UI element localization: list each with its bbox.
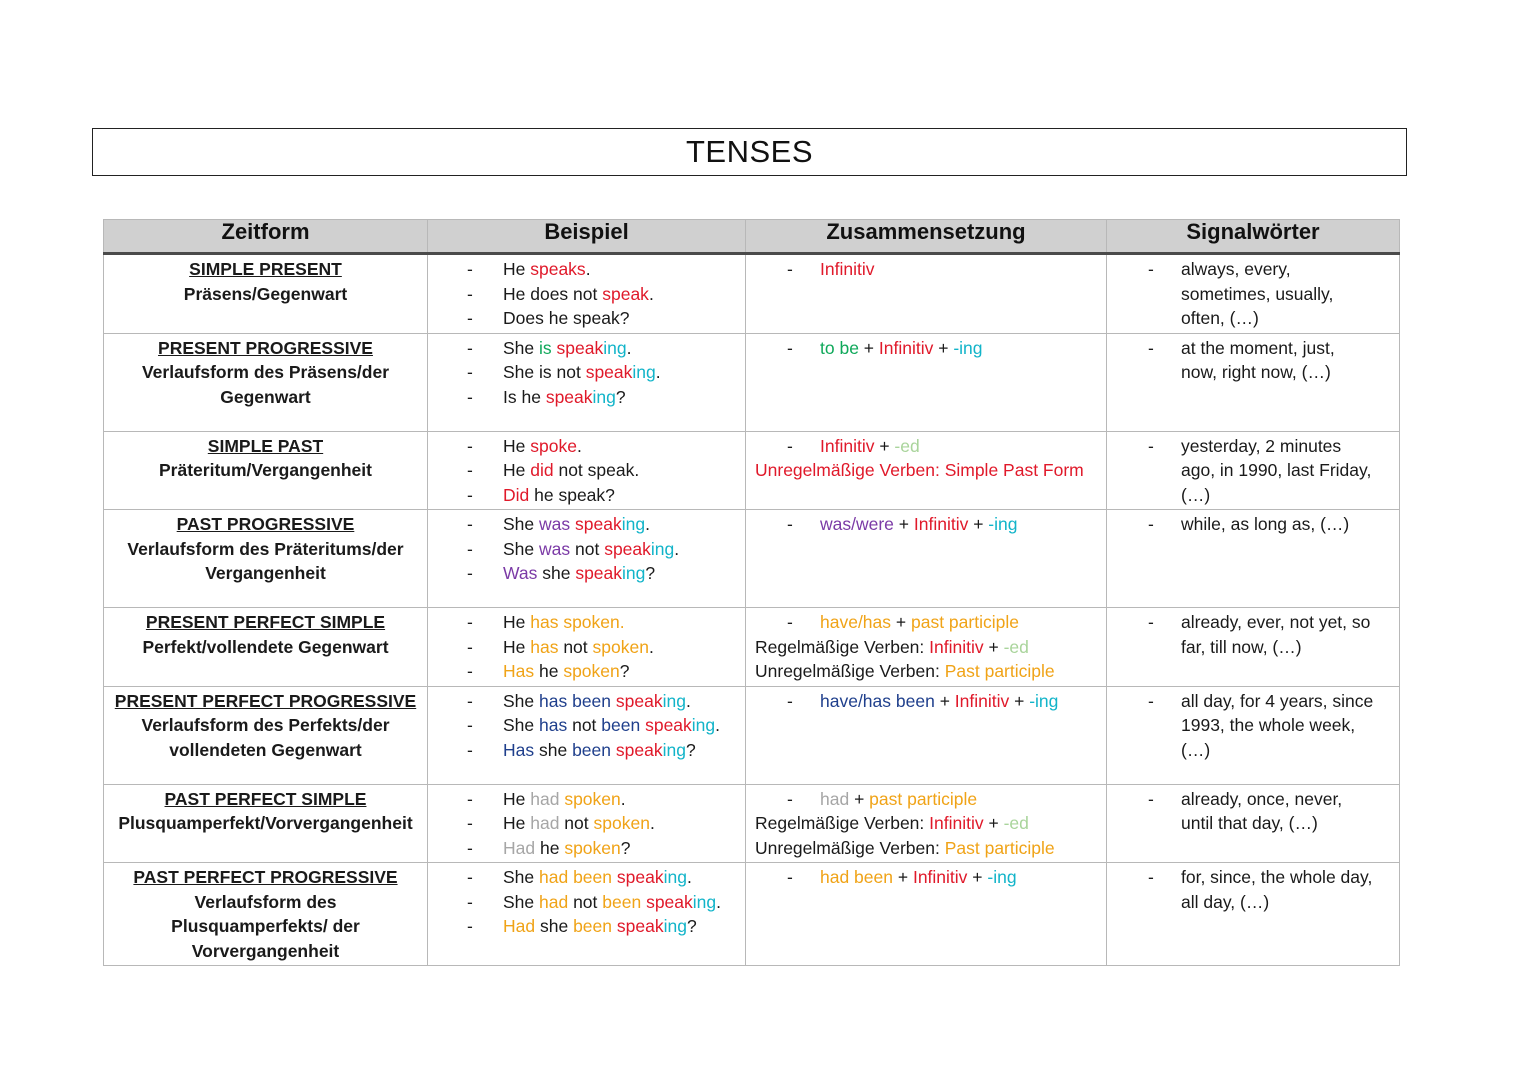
text-segment: Regelmäßige Verben: [755,636,930,657]
text-segment: Infinitiv [820,435,875,456]
text-segment: he speak? [529,484,615,505]
signal-cell [1107,333,1400,431]
text-segment: + [983,813,1004,833]
tense-cell [104,784,428,863]
text-segment: -ing [1029,690,1059,711]
tense-german: Verlaufsform des [194,891,337,912]
tense-row [104,431,1400,510]
text-segment: has [530,636,559,657]
text-segment: not [567,715,602,735]
composition-line [746,836,1100,861]
text-segment: speak [616,916,664,936]
text-segment: has [530,612,559,632]
text-segment: Infinitiv [913,514,969,534]
example-cell [428,784,746,863]
tense-name: PAST PERFECT PROGRESSIVE [133,867,398,887]
composition-line [746,434,1100,459]
header-beispiel: Beispiel [428,220,746,254]
text-segment: . [585,259,591,279]
tense-german: vollendeten Gegenwart [169,739,362,760]
signal-line: for, since, the whole day, [1181,867,1373,887]
signal-words [1107,257,1393,331]
header-row [104,220,1400,254]
text-segment: He [503,460,531,480]
example-line [428,306,739,331]
text-segment: Infinitiv [878,337,934,358]
text-segment: + [933,337,954,358]
text-segment: He [503,788,531,809]
text-segment: have/has [820,612,892,632]
text-segment: Has [503,739,535,760]
tense-cell [104,686,428,784]
text-segment: She [503,337,539,358]
header-zusammensetzung: Zusammensetzung [746,220,1107,254]
tense-name: PAST PROGRESSIVE [176,514,355,534]
text-segment: have/has been [820,690,935,711]
tense-german: Perfekt/vollendete Gegenwart [142,636,389,657]
text-segment: speaks [530,259,586,279]
text-segment: speak [646,891,693,912]
signal-words [1107,865,1393,914]
text-segment: He [503,435,531,456]
example-line [428,659,739,684]
signal-line: now, right now, (…) [1181,362,1331,382]
signal-words [1107,336,1393,385]
text-segment: Unregelmäßige Verben: Simple Past Form [755,460,1084,480]
text-segment: not [559,813,594,833]
text-segment: spoken [592,636,649,657]
tense-row [104,333,1400,431]
text-segment: Infinitiv [912,867,968,887]
text-segment: Infinitiv [929,636,984,657]
composition-line [746,635,1100,660]
text-segment: had [530,788,560,809]
text-segment: had been [820,867,893,887]
text-segment: + [983,636,1004,657]
tense-row [104,686,1400,784]
tense-german: Vorvergangenheit [191,940,340,961]
composition-line [746,257,1100,282]
text-segment: Is he [503,386,546,407]
text-segment: He [503,259,531,279]
text-segment: speak [602,283,649,304]
tense-row [104,784,1400,863]
example-line [428,787,739,812]
text-segment: ? [685,739,696,760]
text-segment: was [539,538,571,559]
signal-words [1107,434,1393,508]
text-segment: ing [663,867,687,887]
text-segment: He does not [503,283,603,304]
tense-german: Plusquamperfekts/ der [171,916,360,936]
text-segment: . [620,788,626,809]
text-segment: Unregelmäßige Verben: [755,837,945,858]
text-segment: spoken [564,788,621,809]
text-segment: had [539,891,569,912]
text-segment: been [602,891,642,912]
text-segment: + [874,435,895,456]
text-segment: ing [663,916,687,936]
tense-cell [104,608,428,687]
text-segment: ing [621,514,646,534]
text-segment: -ed [894,435,920,456]
text-segment: spoken [563,661,620,681]
tense-name: SIMPLE PRESENT [189,259,342,279]
text-segment: . [648,636,654,657]
example-line [428,257,739,282]
text-segment: Past participle [944,661,1055,681]
signal-line: ago, in 1990, last Friday, [1181,460,1372,480]
composition-cell [746,686,1107,784]
text-segment: ing [622,563,646,583]
text-segment: ? [620,837,631,858]
composition-line [746,865,1100,890]
text-segment: been [573,916,612,936]
tense-german: Verlaufsform des Präsens/der [141,362,390,382]
text-segment: been [601,715,641,735]
example-line [428,385,739,410]
text-segment: Infinitiv [954,690,1010,711]
text-segment: speak [604,538,651,559]
tense-row [104,608,1400,687]
text-segment: has [539,690,568,711]
signal-cell [1107,431,1400,510]
signal-cell [1107,784,1400,863]
text-segment: she [535,916,574,936]
example-line [428,434,739,459]
example-line [428,360,739,385]
text-segment: She [503,867,539,887]
text-segment: ing [692,891,717,912]
table-body [104,254,1400,966]
composition-cell [746,510,1107,608]
example-line [428,512,739,537]
text-segment: + [891,612,911,632]
tense-german: Gegenwart [220,386,311,407]
signal-line: 1993, the whole week, [1181,715,1356,735]
text-segment: . [715,715,721,735]
text-segment: He [503,813,531,833]
text-segment: been [573,867,613,887]
composition-line [746,689,1100,714]
tense-german: Verlaufsform des Präteritums/der [127,538,404,559]
text-segment: he [535,837,565,858]
header-signalwoerter: Signalwörter [1107,220,1400,254]
text-segment: speak [615,690,663,711]
text-segment: ing [662,690,686,711]
signal-line: (…) [1181,484,1211,505]
composition-line [746,512,1100,537]
example-cell [428,510,746,608]
tense-cell [104,863,428,966]
text-segment: . [626,337,632,358]
tense-name: PRESENT PROGRESSIVE [158,337,373,358]
text-segment: past participle [910,612,1019,632]
text-segment: has [539,715,568,735]
text-segment: . [649,813,655,833]
text-segment: Had [503,916,536,936]
text-segment: Regelmäßige Verben: [755,813,930,833]
tense-cell [104,254,428,334]
example-line [428,537,739,562]
signal-cell [1107,686,1400,784]
signal-line: far, till now, (…) [1181,636,1302,657]
example-line [428,811,739,836]
text-segment: had [820,788,850,809]
example-line [428,282,739,307]
text-segment: + [1009,690,1030,711]
text-segment: not [558,636,593,657]
signal-cell [1107,510,1400,608]
text-segment: ing [632,362,656,382]
composition-cell [746,333,1107,431]
text-segment: she [537,563,576,583]
signal-line: at the moment, just, [1181,337,1335,358]
signal-cell [1107,608,1400,687]
example-cell [428,608,746,687]
example-line [428,561,739,586]
text-segment: . [685,690,691,711]
example-line [428,713,739,738]
text-segment: . [576,435,582,456]
composition-line [746,659,1100,684]
text-segment: She [503,690,539,711]
header-zeitform: Zeitform [104,220,428,254]
signal-line: always, every, [1181,259,1291,279]
text-segment: Had [503,837,536,858]
text-segment: he [534,661,564,681]
text-segment: is [539,337,552,358]
text-segment: + [893,514,914,534]
text-segment: . [655,362,661,382]
example-line [428,914,739,939]
text-segment: was [539,514,571,534]
signal-line: all day, for 4 years, since [1181,690,1374,711]
signal-line: until that day, (…) [1181,813,1318,833]
tense-german: Verlaufsform des Perfekts/der [141,715,390,735]
text-segment: Was [503,563,538,583]
composition-line [746,811,1100,836]
example-line [428,890,739,915]
text-segment: not [570,538,605,559]
signal-words [1107,512,1393,537]
text-segment: Does he speak? [503,308,630,328]
signal-words [1107,787,1393,836]
text-segment: ing [662,739,686,760]
composition-line [746,458,1100,483]
text-segment: speak [645,715,692,735]
text-segment: He [503,636,531,657]
composition-cell [746,863,1107,966]
text-segment: + [934,690,955,711]
example-line [428,336,739,361]
signal-line: yesterday, 2 minutes [1181,435,1342,456]
example-line [428,483,739,508]
text-segment: speak [545,386,593,407]
text-segment: -ed [1003,813,1029,833]
signal-words [1107,610,1393,659]
composition-line [746,787,1100,812]
text-segment: . [716,891,722,912]
text-segment: past participle [869,788,978,809]
text-segment: spoke [530,435,577,456]
tense-german: Vergangenheit [205,563,326,583]
text-segment: + [967,867,988,887]
text-segment: ing [691,715,716,735]
text-segment: ? [686,916,697,936]
text-segment: ? [619,661,630,681]
signal-line: already, ever, not yet, so [1181,612,1371,632]
example-cell [428,686,746,784]
signal-cell [1107,863,1400,966]
text-segment: She [503,514,539,534]
text-segment: -ing [953,337,983,358]
composition-line [746,610,1100,635]
text-segment: . [686,867,692,887]
text-segment: She [503,715,539,735]
title-box [92,128,1407,176]
text-segment: She [503,891,539,912]
text-segment: she [534,739,573,760]
text-segment: Past participle [944,837,1055,858]
text-segment: was/were [820,514,894,534]
composition-cell [746,254,1107,334]
text-segment: spoken [564,837,621,858]
example-line [428,689,739,714]
composition-line [746,336,1100,361]
example-cell [428,431,746,510]
text-segment: Infinitiv [820,259,875,279]
tense-row [104,254,1400,334]
tense-row [104,510,1400,608]
text-segment: + [849,788,870,809]
text-segment: He [503,612,531,632]
text-segment: She [503,538,539,559]
text-segment: not speak. [553,460,640,480]
tenses-table [103,219,1400,966]
signal-line: (…) [1181,739,1211,760]
text-segment: + [893,867,913,887]
signal-line: while, as long as, (…) [1181,514,1350,534]
text-segment: speak [615,739,663,760]
text-segment: -ing [988,514,1018,534]
composition-cell [746,608,1107,687]
tense-cell [104,510,428,608]
text-segment: Unregelmäßige Verben: [755,661,945,681]
signal-line: all day, (…) [1181,891,1270,912]
text-segment: did [530,460,554,480]
example-line [428,738,739,763]
text-segment: ? [615,386,626,407]
text-segment: to be [820,337,859,358]
example-line [428,836,739,861]
text-segment: speak [616,867,664,887]
text-segment: been [572,690,612,711]
signal-line: often, (…) [1181,308,1259,328]
text-segment: speak [585,362,633,382]
text-segment: + [858,337,879,358]
text-segment: had [530,813,560,833]
text-segment: Did [503,484,530,505]
tense-name: SIMPLE PAST [207,435,324,456]
tense-german: Präteritum/Vergangenheit [159,460,372,480]
text-segment: ing [603,337,627,358]
tense-row [104,863,1400,966]
example-line [428,610,739,635]
tense-cell [104,333,428,431]
text-segment: speak [575,514,622,534]
text-segment: spoken. [563,612,625,632]
tense-name: PAST PERFECT SIMPLE [164,788,367,809]
text-segment: -ed [1003,636,1029,657]
tense-german: Plusquamperfekt/Vorvergangenheit [118,813,413,833]
text-segment: had [539,867,569,887]
text-segment: speak [575,563,623,583]
example-cell [428,863,746,966]
page-title: TENSES [685,134,814,169]
text-segment: . [648,283,654,304]
tense-german: Präsens/Gegenwart [183,283,348,304]
signal-words [1107,689,1393,763]
example-line [428,865,739,890]
text-segment: Has [503,661,535,681]
text-segment: Infinitiv [929,813,984,833]
text-segment: ing [650,538,675,559]
text-segment: been [572,739,612,760]
composition-cell [746,431,1107,510]
signal-cell [1107,254,1400,334]
tense-cell [104,431,428,510]
signal-line: sometimes, usually, [1181,283,1334,304]
text-segment: ing [592,386,616,407]
text-segment: not [568,891,603,912]
text-segment: -ing [987,867,1017,887]
example-cell [428,333,746,431]
text-segment: She is not [503,362,586,382]
example-line [428,635,739,660]
example-cell [428,254,746,334]
text-segment: spoken [593,813,650,833]
text-segment: + [968,514,989,534]
example-line [428,458,739,483]
composition-cell [746,784,1107,863]
text-segment: speak [556,337,604,358]
tense-name: PRESENT PERFECT PROGRESSIVE [114,690,417,711]
text-segment: . [674,538,680,559]
signal-line: already, once, never, [1181,788,1343,809]
text-segment: . [645,514,650,534]
text-segment: ? [645,563,656,583]
tense-name: PRESENT PERFECT SIMPLE [145,612,386,632]
